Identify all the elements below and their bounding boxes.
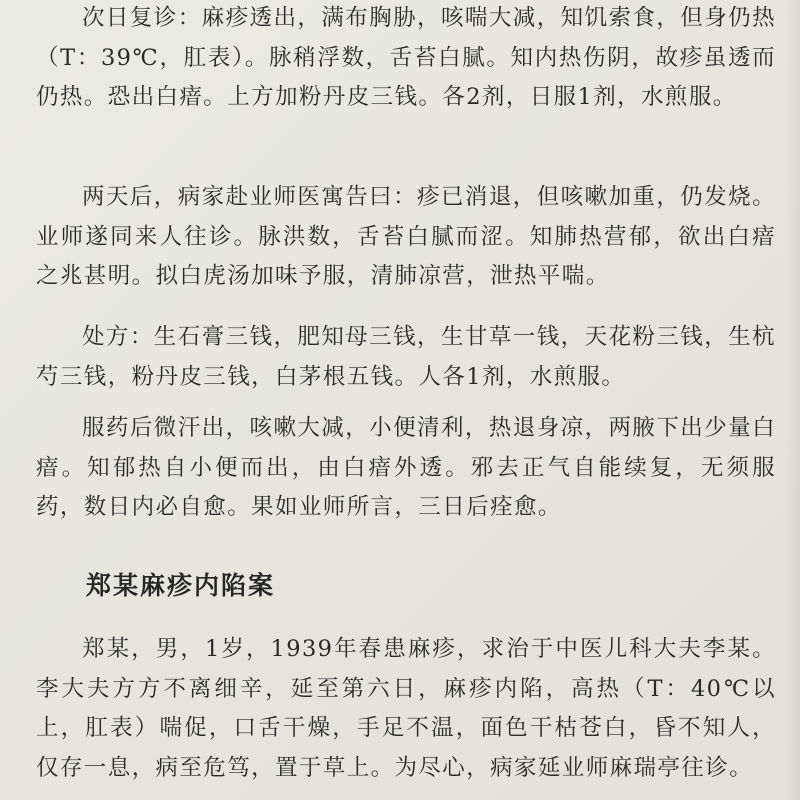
paragraph-two-days-later: 两天后，病家赴业师医寓告曰：疹已消退，但咳嗽加重，仍发烧。业师遂同来人往诊。脉洪数，舌苔白腻而涩。知肺热营郁，欲出白瘖之兆甚明。拟白虎汤加味予服，清肺凉营，泄热平喘。 bbox=[36, 184, 776, 289]
page-edge-shadow bbox=[786, 0, 800, 800]
section-heading: 郑某麻疹内陷案 bbox=[86, 571, 276, 600]
paragraph-prescription: 处方：生石膏三钱，肥知母三钱，生甘草一钱，天花粉三钱，生杭芍三钱，粉丹皮三钱，白茅根五钱。人各1剂，水煎服。 bbox=[36, 324, 776, 390]
paragraph-follow-up-visit: 次日复诊：麻疹透出，满布胸胁，咳喘大减，知饥索食，但身仍热（T：39℃，肛表）。脉稍浮数，舌苔白腻。知内热伤阴，故疹虽透而仍热。恐出白瘖。上方加粉丹皮三钱。各2剂，日服1剂，水煎服。 bbox=[36, 5, 776, 110]
paragraph-after-medicine: 服药后微汗出，咳嗽大减，小便清利，热退身凉，两腋下出少量白瘖。知郁热自小便而出，由白瘖外透。邪去正气自能续复，无须服药，数日内必自愈。果如业师所言，三日后痊愈。 bbox=[36, 415, 776, 520]
paragraph-case-zheng: 郑某，男，1岁，1939年春患麻疹，求治于中医儿科大夫李某。李大夫方方不离细辛，延至第六日，麻疹内陷，高热（T：40℃以上，肛表）喘促，口舌干燥，手足不温，面色干枯苍白，昏不知人，仅存一息，病至危笃，置于草上。为尽心，病家延业师麻瑞亭往诊。 bbox=[36, 636, 776, 781]
